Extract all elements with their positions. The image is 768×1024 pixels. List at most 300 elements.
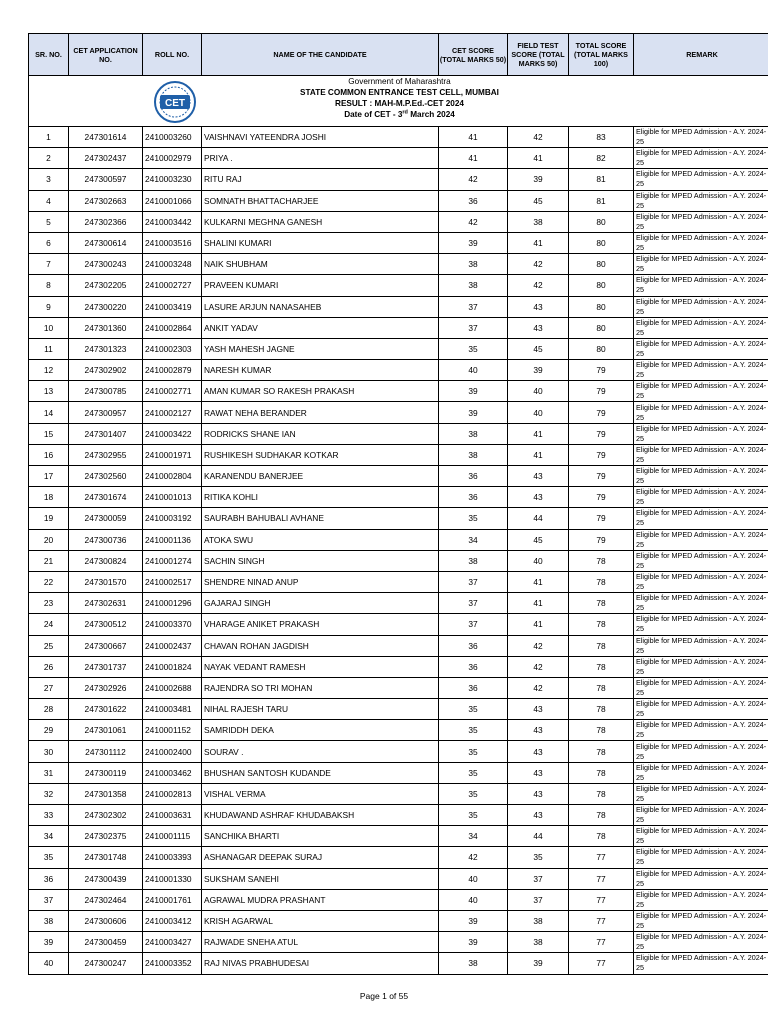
header-result-title: RESULT : MAH-M.P.Ed.-CET 2024 (335, 99, 464, 108)
sr-no-cell: 39 (29, 932, 69, 953)
sr-no-cell: 13 (29, 381, 69, 402)
remark-cell: Eligible for MPED Admission - A.Y. 2024-25 (634, 190, 768, 211)
application-no-cell: 247301570 (69, 571, 143, 592)
sr-no-cell: 6 (29, 232, 69, 253)
table-row (29, 444, 768, 465)
remark-cell: Eligible for MPED Admission - A.Y. 2024-25 (634, 677, 768, 698)
application-no-cell: 247301061 (69, 720, 143, 741)
cet-score-cell: 35 (439, 699, 508, 720)
table-row (29, 550, 768, 571)
total-score-cell: 80 (569, 296, 634, 317)
table-row (29, 656, 768, 677)
total-score-cell: 78 (569, 656, 634, 677)
sr-no-cell: 21 (29, 550, 69, 571)
field-test-score-cell: 41 (508, 232, 569, 253)
total-score-cell: 83 (569, 127, 634, 148)
field-test-score-cell: 40 (508, 381, 569, 402)
application-no-cell: 247301360 (69, 317, 143, 338)
table-row (29, 381, 768, 402)
remark-cell: Eligible for MPED Admission - A.Y. 2024-25 (634, 529, 768, 550)
sr-no-cell: 30 (29, 741, 69, 762)
total-score-cell: 78 (569, 699, 634, 720)
application-no-cell: 247300247 (69, 953, 143, 974)
sr-no-cell: 23 (29, 593, 69, 614)
total-score-cell: 79 (569, 508, 634, 529)
remark-cell: Eligible for MPED Admission - A.Y. 2024-25 (634, 360, 768, 381)
remark-cell: Eligible for MPED Admission - A.Y. 2024-25 (634, 275, 768, 296)
candidate-name-cell: RAJWADE SNEHA ATUL (202, 932, 439, 953)
application-no-cell: 247302302 (69, 805, 143, 826)
total-score-cell: 79 (569, 423, 634, 444)
total-score-cell: 78 (569, 826, 634, 847)
sr-no-cell: 37 (29, 889, 69, 910)
field-test-score-cell: 43 (508, 487, 569, 508)
application-no-cell: 247302560 (69, 466, 143, 487)
remark-cell: Eligible for MPED Admission - A.Y. 2024-25 (634, 169, 768, 190)
sr-no-cell: 3 (29, 169, 69, 190)
application-no-cell: 247302902 (69, 360, 143, 381)
candidate-name-cell: BHUSHAN SANTOSH KUDANDE (202, 762, 439, 783)
sr-no-cell: 16 (29, 444, 69, 465)
candidate-name-cell: RAWAT NEHA BERANDER (202, 402, 439, 423)
total-score-cell: 78 (569, 593, 634, 614)
table-row (29, 232, 768, 253)
roll-no-cell: 2410002688 (143, 677, 202, 698)
remark-cell: Eligible for MPED Admission - A.Y. 2024-25 (634, 889, 768, 910)
total-score-cell: 79 (569, 487, 634, 508)
cet-score-cell: 38 (439, 423, 508, 444)
field-test-score-cell: 41 (508, 444, 569, 465)
field-test-score-cell: 45 (508, 338, 569, 359)
document-header (29, 76, 768, 127)
roll-no-cell: 2410002400 (143, 741, 202, 762)
application-no-cell: 247300606 (69, 910, 143, 931)
total-score-cell: 78 (569, 677, 634, 698)
roll-no-cell: 2410001115 (143, 826, 202, 847)
table-row (29, 889, 768, 910)
roll-no-cell: 2410003352 (143, 953, 202, 974)
remark-cell: Eligible for MPED Admission - A.Y. 2024-25 (634, 741, 768, 762)
total-score-cell: 78 (569, 550, 634, 571)
sr-no-cell: 4 (29, 190, 69, 211)
table-row (29, 296, 768, 317)
cet-score-cell: 35 (439, 741, 508, 762)
cet-score-cell: 38 (439, 953, 508, 974)
application-no-cell: 247300439 (69, 868, 143, 889)
sr-no-cell: 36 (29, 868, 69, 889)
table-row (29, 741, 768, 762)
application-no-cell: 247300220 (69, 296, 143, 317)
candidate-name-cell: AMAN KUMAR SO RAKESH PRAKASH (202, 381, 439, 402)
roll-no-cell: 2410003422 (143, 423, 202, 444)
sr-no-cell: 2 (29, 148, 69, 169)
result-sheet (28, 33, 768, 975)
total-score-cell: 77 (569, 889, 634, 910)
total-score-cell: 81 (569, 169, 634, 190)
sr-no-cell: 34 (29, 826, 69, 847)
remark-cell: Eligible for MPED Admission - A.Y. 2024-25 (634, 127, 768, 148)
application-no-cell: 247300597 (69, 169, 143, 190)
remark-cell: Eligible for MPED Admission - A.Y. 2024-25 (634, 805, 768, 826)
sr-no-cell: 25 (29, 635, 69, 656)
table-row (29, 508, 768, 529)
field-test-score-cell: 41 (508, 593, 569, 614)
total-score-cell: 78 (569, 720, 634, 741)
candidate-name-cell: NAIK SHUBHAM (202, 254, 439, 275)
cet-score-cell: 35 (439, 805, 508, 826)
application-no-cell: 247300119 (69, 762, 143, 783)
candidate-name-cell: SUKSHAM SANEHI (202, 868, 439, 889)
remark-cell: Eligible for MPED Admission - A.Y. 2024-25 (634, 466, 768, 487)
candidate-name-cell: RAJENDRA SO TRI MOHAN (202, 677, 439, 698)
header-cell-name: STATE COMMON ENTRANCE TEST CELL, MUMBAI (300, 88, 499, 97)
sr-no-cell: 18 (29, 487, 69, 508)
table-row (29, 699, 768, 720)
candidate-name-cell: LASURE ARJUN NANASAHEB (202, 296, 439, 317)
table-row (29, 402, 768, 423)
cet-score-cell: 38 (439, 550, 508, 571)
cet-cell-logo-icon (149, 80, 201, 124)
cet-score-cell: 35 (439, 720, 508, 741)
roll-no-cell: 2410002127 (143, 402, 202, 423)
header-cet-date: Date of CET - 3rd March 2024 (344, 109, 455, 119)
cet-score-cell: 39 (439, 402, 508, 423)
roll-no-cell: 2410003427 (143, 932, 202, 953)
roll-no-cell: 2410002303 (143, 338, 202, 359)
candidate-name-cell: SACHIN SINGH (202, 550, 439, 571)
cet-score-cell: 40 (439, 360, 508, 381)
remark-cell: Eligible for MPED Admission - A.Y. 2024-25 (634, 932, 768, 953)
remark-cell: Eligible for MPED Admission - A.Y. 2024-25 (634, 402, 768, 423)
col-application-no: CET APPLICATION NO. (69, 34, 143, 76)
candidate-name-cell: VAISHNAVI YATEENDRA JOSHI (202, 127, 439, 148)
table-row (29, 423, 768, 444)
cet-score-cell: 37 (439, 296, 508, 317)
total-score-cell: 79 (569, 381, 634, 402)
table-row (29, 275, 768, 296)
remark-cell: Eligible for MPED Admission - A.Y. 2024-25 (634, 338, 768, 359)
candidate-name-cell: KHUDAWAND ASHRAF KHUDABAKSH (202, 805, 439, 826)
field-test-score-cell: 42 (508, 656, 569, 677)
remark-cell: Eligible for MPED Admission - A.Y. 2024-25 (634, 593, 768, 614)
roll-no-cell: 2410003248 (143, 254, 202, 275)
sr-no-cell: 40 (29, 953, 69, 974)
cet-score-cell: 36 (439, 190, 508, 211)
roll-no-cell: 2410002813 (143, 783, 202, 804)
candidate-name-cell: VHARAGE ANIKET PRAKASH (202, 614, 439, 635)
application-no-cell: 247302464 (69, 889, 143, 910)
col-sr-no: SR. NO. (29, 34, 69, 76)
field-test-score-cell: 40 (508, 402, 569, 423)
table-row (29, 211, 768, 232)
total-score-cell: 78 (569, 741, 634, 762)
cet-score-cell: 37 (439, 571, 508, 592)
candidate-name-cell: SAMRIDDH DEKA (202, 720, 439, 741)
total-score-cell: 78 (569, 805, 634, 826)
application-no-cell: 247302663 (69, 190, 143, 211)
application-no-cell: 247301748 (69, 847, 143, 868)
candidate-name-cell: RUSHIKESH SUDHAKAR KOTKAR (202, 444, 439, 465)
cet-score-cell: 40 (439, 889, 508, 910)
application-no-cell: 247301112 (69, 741, 143, 762)
table-row (29, 466, 768, 487)
candidate-name-cell: PRAVEEN KUMARI (202, 275, 439, 296)
field-test-score-cell: 39 (508, 953, 569, 974)
cet-score-cell: 40 (439, 868, 508, 889)
roll-no-cell: 2410003631 (143, 805, 202, 826)
total-score-cell: 79 (569, 360, 634, 381)
col-remark: REMARK (634, 34, 768, 76)
candidate-name-cell: SOURAV . (202, 741, 439, 762)
total-score-cell: 78 (569, 571, 634, 592)
field-test-score-cell: 43 (508, 699, 569, 720)
field-test-score-cell: 43 (508, 741, 569, 762)
roll-no-cell: 2410001152 (143, 720, 202, 741)
table-row (29, 762, 768, 783)
application-no-cell: 247301622 (69, 699, 143, 720)
table-row (29, 529, 768, 550)
candidate-name-cell: KULKARNI MEGHNA GANESH (202, 211, 439, 232)
total-score-cell: 79 (569, 444, 634, 465)
cet-score-cell: 34 (439, 529, 508, 550)
remark-cell: Eligible for MPED Admission - A.Y. 2024-25 (634, 826, 768, 847)
total-score-cell: 77 (569, 910, 634, 931)
roll-no-cell: 2410001296 (143, 593, 202, 614)
cet-score-cell: 42 (439, 169, 508, 190)
application-no-cell: 247301407 (69, 423, 143, 444)
sr-no-cell: 38 (29, 910, 69, 931)
candidate-name-cell: SOMNATH BHATTACHARJEE (202, 190, 439, 211)
candidate-name-cell: YASH MAHESH JAGNE (202, 338, 439, 359)
total-score-cell: 80 (569, 317, 634, 338)
table-row (29, 720, 768, 741)
total-score-cell: 77 (569, 868, 634, 889)
field-test-score-cell: 43 (508, 296, 569, 317)
cet-score-cell: 35 (439, 508, 508, 529)
sr-no-cell: 12 (29, 360, 69, 381)
application-no-cell: 247300957 (69, 402, 143, 423)
table-row (29, 783, 768, 804)
field-test-score-cell: 42 (508, 275, 569, 296)
application-no-cell: 247302955 (69, 444, 143, 465)
total-score-cell: 82 (569, 148, 634, 169)
remark-cell: Eligible for MPED Admission - A.Y. 2024-25 (634, 847, 768, 868)
cet-score-cell: 34 (439, 826, 508, 847)
roll-no-cell: 2410001824 (143, 656, 202, 677)
remark-cell: Eligible for MPED Admission - A.Y. 2024-25 (634, 614, 768, 635)
candidate-name-cell: RODRICKS SHANE IAN (202, 423, 439, 444)
roll-no-cell: 2410003412 (143, 910, 202, 931)
table-row (29, 148, 768, 169)
field-test-score-cell: 43 (508, 762, 569, 783)
cet-score-cell: 36 (439, 656, 508, 677)
cet-score-cell: 38 (439, 254, 508, 275)
cet-score-cell: 42 (439, 211, 508, 232)
application-no-cell: 247302366 (69, 211, 143, 232)
field-test-score-cell: 42 (508, 127, 569, 148)
table-header-row (29, 34, 768, 76)
roll-no-cell: 2410002727 (143, 275, 202, 296)
sr-no-cell: 19 (29, 508, 69, 529)
field-test-score-cell: 37 (508, 868, 569, 889)
application-no-cell: 247301323 (69, 338, 143, 359)
col-cet-score: CET SCORE (TOTAL MARKS 50) (439, 34, 508, 76)
cet-score-cell: 41 (439, 148, 508, 169)
sr-no-cell: 5 (29, 211, 69, 232)
field-test-score-cell: 39 (508, 169, 569, 190)
candidate-name-cell: ANKIT YADAV (202, 317, 439, 338)
sr-no-cell: 35 (29, 847, 69, 868)
application-no-cell: 247301674 (69, 487, 143, 508)
col-roll-no: ROLL NO. (143, 34, 202, 76)
application-no-cell: 247300824 (69, 550, 143, 571)
remark-cell: Eligible for MPED Admission - A.Y. 2024-25 (634, 296, 768, 317)
cet-score-cell: 39 (439, 910, 508, 931)
sr-no-cell: 29 (29, 720, 69, 741)
remark-cell: Eligible for MPED Admission - A.Y. 2024-25 (634, 444, 768, 465)
roll-no-cell: 2410001274 (143, 550, 202, 571)
remark-cell: Eligible for MPED Admission - A.Y. 2024-25 (634, 487, 768, 508)
roll-no-cell: 2410001136 (143, 529, 202, 550)
table-row (29, 338, 768, 359)
remark-cell: Eligible for MPED Admission - A.Y. 2024-25 (634, 423, 768, 444)
application-no-cell: 247302205 (69, 275, 143, 296)
candidate-name-cell: SANCHIKA BHARTI (202, 826, 439, 847)
application-no-cell: 247300736 (69, 529, 143, 550)
total-score-cell: 80 (569, 211, 634, 232)
cet-score-cell: 39 (439, 932, 508, 953)
field-test-score-cell: 37 (508, 889, 569, 910)
candidate-name-cell: KRISH AGARWAL (202, 910, 439, 931)
table-row (29, 847, 768, 868)
roll-no-cell: 2410002979 (143, 148, 202, 169)
total-score-cell: 78 (569, 614, 634, 635)
table-row (29, 677, 768, 698)
sr-no-cell: 27 (29, 677, 69, 698)
roll-no-cell: 2410001971 (143, 444, 202, 465)
table-row (29, 317, 768, 338)
total-score-cell: 78 (569, 783, 634, 804)
application-no-cell: 247301358 (69, 783, 143, 804)
sr-no-cell: 32 (29, 783, 69, 804)
roll-no-cell: 2410002864 (143, 317, 202, 338)
table-row (29, 868, 768, 889)
sr-no-cell: 20 (29, 529, 69, 550)
application-no-cell: 247300243 (69, 254, 143, 275)
roll-no-cell: 2410003393 (143, 847, 202, 868)
sr-no-cell: 1 (29, 127, 69, 148)
cet-score-cell: 42 (439, 847, 508, 868)
cet-score-cell: 36 (439, 635, 508, 656)
cet-score-cell: 37 (439, 614, 508, 635)
table-row (29, 487, 768, 508)
sr-no-cell: 11 (29, 338, 69, 359)
candidate-name-cell: RITIKA KOHLI (202, 487, 439, 508)
table-row (29, 571, 768, 592)
table-row (29, 254, 768, 275)
total-score-cell: 77 (569, 953, 634, 974)
application-no-cell: 247300785 (69, 381, 143, 402)
cet-score-cell: 37 (439, 593, 508, 614)
total-score-cell: 80 (569, 232, 634, 253)
field-test-score-cell: 44 (508, 508, 569, 529)
application-no-cell: 247301737 (69, 656, 143, 677)
table-row (29, 805, 768, 826)
field-test-score-cell: 42 (508, 677, 569, 698)
sr-no-cell: 7 (29, 254, 69, 275)
remark-cell: Eligible for MPED Admission - A.Y. 2024-25 (634, 211, 768, 232)
candidate-name-cell: ATOKA SWU (202, 529, 439, 550)
roll-no-cell: 2410002804 (143, 466, 202, 487)
total-score-cell: 77 (569, 932, 634, 953)
field-test-score-cell: 45 (508, 190, 569, 211)
field-test-score-cell: 40 (508, 550, 569, 571)
candidate-name-cell: KARANENDU BANERJEE (202, 466, 439, 487)
table-row (29, 593, 768, 614)
sr-no-cell: 10 (29, 317, 69, 338)
field-test-score-cell: 41 (508, 148, 569, 169)
candidate-name-cell: NIHAL RAJESH TARU (202, 699, 439, 720)
results-table (28, 33, 768, 975)
application-no-cell: 247300614 (69, 232, 143, 253)
candidate-name-cell: ASHANAGAR DEEPAK SURAJ (202, 847, 439, 868)
col-total-score: TOTAL SCORE (TOTAL MARKS 100) (569, 34, 634, 76)
field-test-score-cell: 44 (508, 826, 569, 847)
sr-no-cell: 15 (29, 423, 69, 444)
roll-no-cell: 2410001761 (143, 889, 202, 910)
logo-text: CET (165, 98, 185, 109)
roll-no-cell: 2410003230 (143, 169, 202, 190)
sr-no-cell: 26 (29, 656, 69, 677)
field-test-score-cell: 41 (508, 423, 569, 444)
total-score-cell: 79 (569, 466, 634, 487)
candidate-name-cell: GAJARAJ SINGH (202, 593, 439, 614)
candidate-name-cell: NARESH KUMAR (202, 360, 439, 381)
remark-cell: Eligible for MPED Admission - A.Y. 2024-25 (634, 232, 768, 253)
field-test-score-cell: 42 (508, 254, 569, 275)
table-row (29, 635, 768, 656)
application-no-cell: 247302375 (69, 826, 143, 847)
total-score-cell: 80 (569, 338, 634, 359)
candidate-name-cell: PRIYA . (202, 148, 439, 169)
sr-no-cell: 33 (29, 805, 69, 826)
cet-score-cell: 37 (439, 317, 508, 338)
field-test-score-cell: 41 (508, 614, 569, 635)
field-test-score-cell: 39 (508, 360, 569, 381)
header-government: Government of Maharashtra (348, 77, 451, 86)
cet-score-cell: 39 (439, 232, 508, 253)
page-number: Page 1 of 55 (359, 991, 409, 1001)
roll-no-cell: 2410002517 (143, 571, 202, 592)
candidate-name-cell: NAYAK VEDANT RAMESH (202, 656, 439, 677)
total-score-cell: 78 (569, 635, 634, 656)
cet-score-cell: 36 (439, 487, 508, 508)
application-no-cell: 247300667 (69, 635, 143, 656)
roll-no-cell: 2410001066 (143, 190, 202, 211)
cet-score-cell: 35 (439, 783, 508, 804)
remark-cell: Eligible for MPED Admission - A.Y. 2024-25 (634, 317, 768, 338)
total-score-cell: 80 (569, 275, 634, 296)
table-row (29, 910, 768, 931)
field-test-score-cell: 43 (508, 805, 569, 826)
remark-cell: Eligible for MPED Admission - A.Y. 2024-25 (634, 953, 768, 974)
application-no-cell: 247302631 (69, 593, 143, 614)
sr-no-cell: 22 (29, 571, 69, 592)
roll-no-cell: 2410003481 (143, 699, 202, 720)
sr-no-cell: 31 (29, 762, 69, 783)
field-test-score-cell: 42 (508, 635, 569, 656)
candidate-name-cell: AGRAWAL MUDRA PRASHANT (202, 889, 439, 910)
